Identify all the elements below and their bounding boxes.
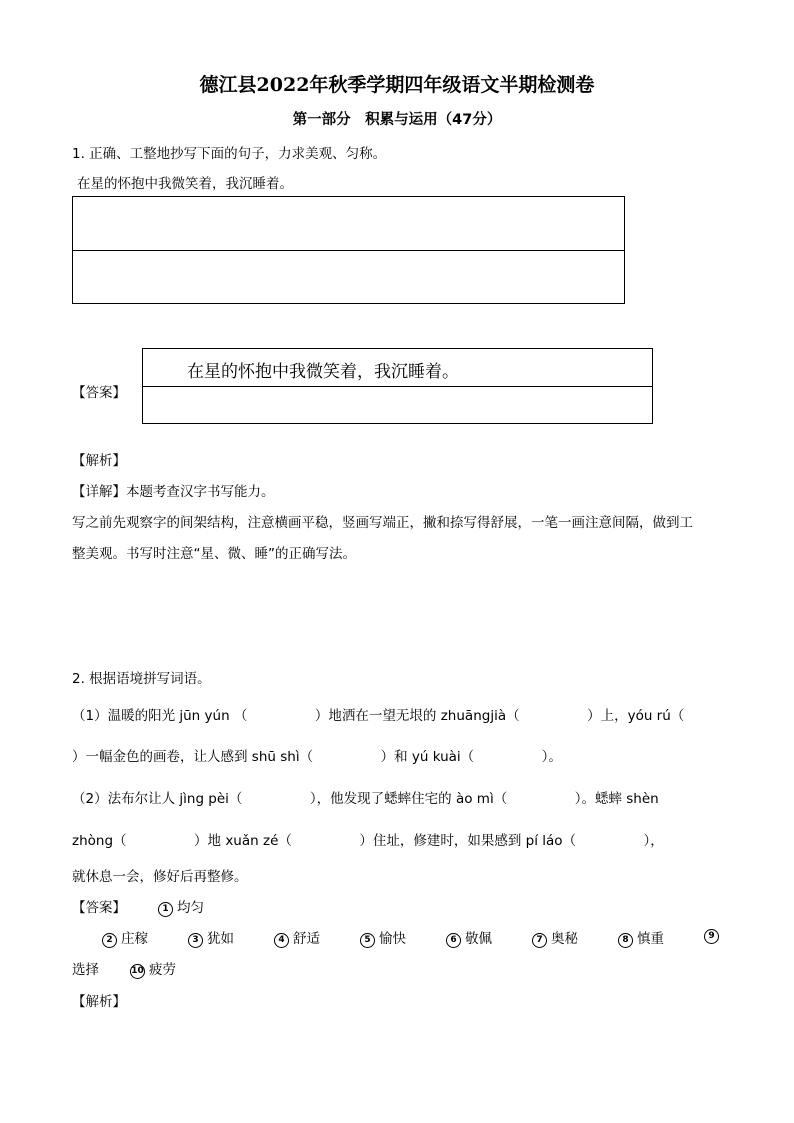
q1-writing-box	[72, 196, 625, 304]
q2-analysis-label: 【解析】	[72, 994, 126, 1010]
q1-answer-text: 在星的怀抱中我微笑着，我沉睡着。	[187, 362, 459, 382]
answer-number: 6	[446, 933, 461, 948]
answer-number: 8	[618, 933, 633, 948]
q2-answer-item	[274, 927, 320, 948]
section-subtitle: 第一部分 积累与运用（47分）	[292, 112, 502, 128]
q2-answer-item	[188, 927, 234, 948]
q2-line3: （2）法布尔让人 jìng pèi（ ），他发现了蟋蟀住宅的 ào mì（ ）。蟋蟀 shèn	[72, 791, 659, 807]
q2-answer-item	[446, 927, 492, 948]
q2-line4: zhòng（ ）地 xuǎn zé（ ）住址，修建时，如果感到 pí láo（ ），	[72, 833, 664, 849]
q2-answer-label: 【答案】	[72, 900, 126, 916]
q1-writing-box-divider	[73, 250, 624, 251]
answer-number: 1	[158, 902, 173, 917]
q2-answer-item-continued	[72, 958, 99, 978]
answer-number: 4	[274, 933, 289, 948]
q2-answer-item	[102, 927, 148, 948]
answer-word: 慎重	[637, 931, 664, 947]
answer-word: 犹如	[207, 931, 234, 947]
q1-prompt: 1. 正确、工整地抄写下面的句子，力求美观、匀称。	[72, 146, 387, 162]
q2-line2: ）一幅金色的画卷，让人感到 shū shì（ ）和 yú kuài（ ）。	[72, 749, 562, 765]
answer-number: 3	[188, 933, 203, 948]
q1-answer-box	[142, 348, 653, 424]
q1-explanation-line2: 整美观。书写时注意“星、微、睡”的正确写法。	[72, 546, 356, 562]
q1-answer-box-divider	[143, 386, 652, 387]
q1-analysis-label: 【解析】	[72, 453, 126, 469]
answer-word: 舒适	[293, 931, 320, 947]
answer-word: 奥秘	[551, 931, 578, 947]
q2-answer-item	[704, 927, 723, 944]
answer-number: 7	[532, 933, 547, 948]
q2-line5: 就休息一会，修好后再整修。	[72, 869, 248, 885]
answer-number: 2	[102, 933, 117, 948]
answer-word: 均匀	[177, 900, 204, 916]
answer-number: 9	[704, 929, 719, 944]
q2-answer-item	[618, 927, 664, 948]
answer-word: 敬佩	[465, 931, 492, 947]
q1-detail: 【详解】本题考查汉字书写能力。	[72, 484, 275, 500]
q2-prompt: 2. 根据语境拼写词语。	[72, 671, 211, 687]
q2-answer-item	[130, 958, 176, 979]
answer-number: 5	[360, 933, 375, 948]
q1-answer-label: 【答案】	[72, 385, 126, 401]
q2-answer-item	[360, 927, 406, 948]
q2-answer-item	[158, 896, 204, 917]
q1-explanation-line1: 写之前先观察字的间架结构，注意横画平稳，竖画写端正，撇和捺写得舒展，一笔一画注意间隔，做到工	[72, 515, 693, 531]
answer-word: 疲劳	[149, 962, 176, 978]
q2-line1: （1）温暖的阳光 jūn yún （ ）地洒在一望无垠的 zhuāngjià（ ）上，yóu rú（	[72, 708, 685, 724]
q2-answer-item	[532, 927, 578, 948]
answer-word: 选择	[72, 962, 99, 978]
page-title: 德江县2022年秋季学期四年级语文半期检测卷	[199, 74, 595, 96]
q1-sentence: 在星的怀抱中我微笑着，我沉睡着。	[77, 176, 293, 192]
answer-number: 10	[130, 964, 145, 979]
answer-word: 庄稼	[121, 931, 148, 947]
answer-word: 愉快	[379, 931, 406, 947]
